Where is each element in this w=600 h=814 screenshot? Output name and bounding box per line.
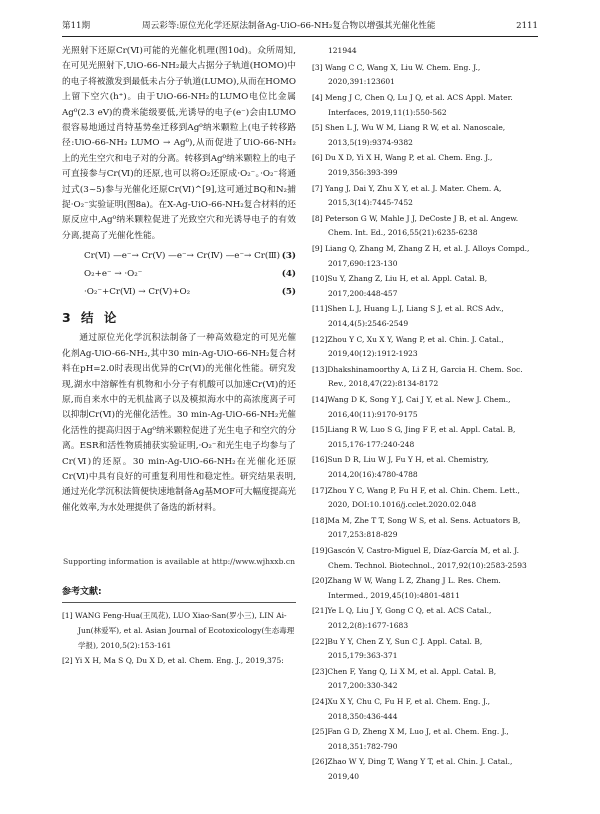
reference-item: [25]Fan G D, Zheng X M, Luo J, et al. Chem. Eng. J., 2018,351:782-790 bbox=[312, 727, 509, 751]
equation-5-text: ·O₂⁻+Cr(Ⅵ) → Cr(Ⅴ)+O₂ bbox=[84, 287, 191, 298]
reference-item: [15]Liang R W, Luo S G, Jing F F, et al. Appl. Catal. B, 2015,176-177:240-248 bbox=[312, 425, 516, 449]
reference-item: [23]Chen F, Yang Q, Li X M, et al. Appl. Catal. B, 2017,200:330-342 bbox=[312, 666, 497, 691]
reference-item: [1] WANG Feng-Hua(王凤花), LUO Xiao-San(罗小三), LIN Ai-Jun(林爱军), et al. Asian Journal of Ecotoxicology(生态毒理学报), 2010,5(2):153-161 bbox=[62, 611, 295, 650]
equation-3 bbox=[62, 247, 296, 265]
reference-item: [9] Liang Q, Zhang M, Zhang Z H, et al. J. Alloys Compd., 2017,690:123-130 bbox=[312, 243, 530, 268]
conclusion-paragraph: 通过原位光化学沉积法制备了一种高效稳定的可见光催化剂Ag-UiO-66-NH₂,其中30 min-Ag-UiO-66-NH₂复合材料在pH=2.0时表现出优异的Cr(Ⅵ)的光催化性能。研究发现,湖水中溶解性有机物和小分子有机酸可以加速Cr(Ⅵ)的还原,而自来水中的无机盐离子以及模拟海水中的高浓度离子可以抑制Cr(Ⅵ)的光催化活性。30 min-Ag-UiO-66-NH₂光催化活性的提高归因于Ag⁰纳米颗粒促进了光生电子和空穴的分离。ESR和活性物质捕获实验证明,·O₂⁻和光生电子均参与了Cr(Ⅵ)的还原。30 min-Ag-UiO-66-NH₂在光催化还原Cr(Ⅵ)中具有良好的可重复利用性和稳定性。研究结果表明,通过光化学沉积法简便快速地制备Ag基MOF可大幅度提高光催化效率,为水处理提供了备选的新材料。 bbox=[62, 333, 296, 513]
mechanism-paragraph: 光照射下还原Cr(Ⅵ)可能的光催化机理(图10d)。众所周知,在可见光照射下,UiO-66-NH₂最大占据分子轨道(HOMO)中的电子将被激发到最低未占分子轨道(LUMO),从而在HOMO上留下空穴(h⁺)。由于UiO-66-NH₂的LUMO电位比金属Ag⁰(2.3 eV)的费米能级要低,光诱导的电子(e⁻)会由LUMO很容易地通过肖特基势垒迁移到Ag⁰纳米颗粒上(电子转移路径:UiO-66-NH₂ LUMO → Ag⁰),从而促进了UiO-66-NH₂上的光生空穴和电子对的分离。转移到Ag⁰纳米颗粒上的电子可直接参与Cr(Ⅵ)的还原,也可以将O₂还原成·O₂⁻。·O₂⁻将通过式(3~5)参与光催化还原Cr(Ⅵ)^[9],这可通过BQ和N₂捕捉·O₂⁻实验证明(图8a)。在X-Ag-UiO-66-NH₂复合材料的还原反应中,Ag⁰纳米颗粒促进了光致空穴和光诱导电子的有效分离,提高了光催化性能。 bbox=[62, 46, 296, 241]
reference-item: [20]Zhang W W, Wang L Z, Zhang J L. Res. Chem. Intermed., 2019,45(10):4801-4811 bbox=[312, 576, 501, 600]
reference-list bbox=[312, 61, 538, 785]
references-divider bbox=[62, 602, 296, 603]
reference-item: [18]Ma M, Zhe T T, Song W S, et al. Sens. Actuators B, 2017,253:818-829 bbox=[312, 515, 521, 540]
reference-item: [7] Yang J, Dai Y, Zhu X Y, et al. J. Mater. Chem. A, 2015,3(14):7445-7452 bbox=[312, 183, 502, 208]
equation-4 bbox=[62, 265, 296, 283]
right-column bbox=[312, 44, 538, 786]
section-heading-conclusion: 3 结 论 bbox=[62, 310, 120, 326]
left-column bbox=[62, 44, 296, 670]
issue-number: 第11期 bbox=[62, 21, 91, 31]
equation-3-number: (3) bbox=[281, 251, 296, 262]
reference-item: [12]Zhou Y C, Xu X Y, Wang P, et al. Chin. J. Catal., 2019,40(12):1912-1923 bbox=[312, 334, 504, 359]
reference-item: [14]Wang D K, Song Y J, Cai J Y, et al. New J. Chem., 2016,40(11):9170-9175 bbox=[312, 394, 511, 419]
equation-3-text: Cr(Ⅵ) —e⁻→ Cr(Ⅴ) —e⁻→ Cr(Ⅳ) —e⁻→ Cr(Ⅲ) bbox=[84, 251, 281, 262]
reference-item: [3] Wang C C, Wang X, Liu W. Chem. Eng. J., 2020,391:123601 bbox=[312, 62, 481, 87]
reference-item: [26]Zhao W Y, Ding T, Wang Y T, et al. Chin. J. Catal., 2019,40 bbox=[312, 757, 513, 782]
reference-item: [4] Meng J C, Chen Q, Lu J Q, et al. ACS Appl. Mater. Interfaces, 2019,11(1):550-562 bbox=[312, 92, 513, 117]
page-number: 2111 bbox=[516, 21, 538, 31]
reference-item: [8] Peterson G W, Mahle J J, DeCoste J B, et al. Angew. Chem. Int. Ed., 2016,55(21):6235-6238 bbox=[312, 213, 519, 238]
reference-item: [6] Du X D, Yi X H, Wang P, et al. Chem. Eng. J., 2019,356:393-399 bbox=[312, 153, 493, 178]
running-header bbox=[62, 16, 538, 37]
running-title: 周云彩等:原位光化学还原法制备Ag-UiO-66-NH₂复合物以增强其光催化性能 bbox=[142, 21, 436, 31]
supporting-information-note: Supporting information is available at http://www.wjhxxb.cn bbox=[62, 557, 295, 567]
equation-5-number: (5) bbox=[281, 287, 296, 298]
reference-item: [2] Yi X H, Ma S Q, Du X D, et al. Chem. Eng. J., 2019,375: bbox=[62, 656, 284, 666]
reference-item: [13]Dhakshinamoorthy A, Li Z H, Garcia H. Chem. Soc. Rev., 2018,47(22):8134-8172 bbox=[312, 364, 523, 389]
reference-item: [17]Zhou Y C, Wang P, Fu H F, et al. Chin. Chem. Lett., 2020, DOI:10.1016/j.cclet.2020.02.048 bbox=[312, 485, 520, 510]
reference-item: [16]Sun D R, Liu W J, Fu Y H, et al. Chemistry, 2014,20(16):4780-4788 bbox=[312, 455, 489, 480]
references-heading: 参考文献: bbox=[62, 587, 102, 598]
reference-item: [11]Shen L J, Huang L J, Liang S J, et al. RCS Adv., 2014,4(5):2546-2549 bbox=[312, 304, 504, 329]
equation-4-text: O₂+e⁻ → ·O₂⁻ bbox=[84, 269, 143, 280]
reference-item: [19]Gascón V, Castro-Miguel E, Díaz-García M, et al. J. Chem. Technol. Biotechnol., 2017,92(10):2583-2593 bbox=[312, 545, 527, 570]
equation-5 bbox=[62, 283, 296, 301]
reference-item: [5] Shen L J, Wu W M, Liang R W, et al. Nanoscale, 2013,5(19):9374-9382 bbox=[312, 123, 506, 147]
reference-item: [21]Ye L Q, Liu J Y, Gong C Q, et al. ACS Catal., 2012,2(8):1677-1683 bbox=[312, 606, 492, 631]
reference-item: [24]Xu X Y, Chu C, Fu H F, et al. Chem. Eng. J., 2018,350:436-444 bbox=[312, 696, 491, 721]
equation-4-number: (4) bbox=[281, 269, 296, 280]
reference-continuation: 121944 bbox=[328, 46, 357, 55]
reference-item: [22]Bu Y Y, Chen Z Y, Sun C J. Appl. Catal. B, 2015,179:363-371 bbox=[312, 636, 483, 661]
reference-item: [10]Su Y, Zhang Z, Liu H, et al. Appl. Catal. B, 2017,200:448-457 bbox=[312, 274, 488, 298]
